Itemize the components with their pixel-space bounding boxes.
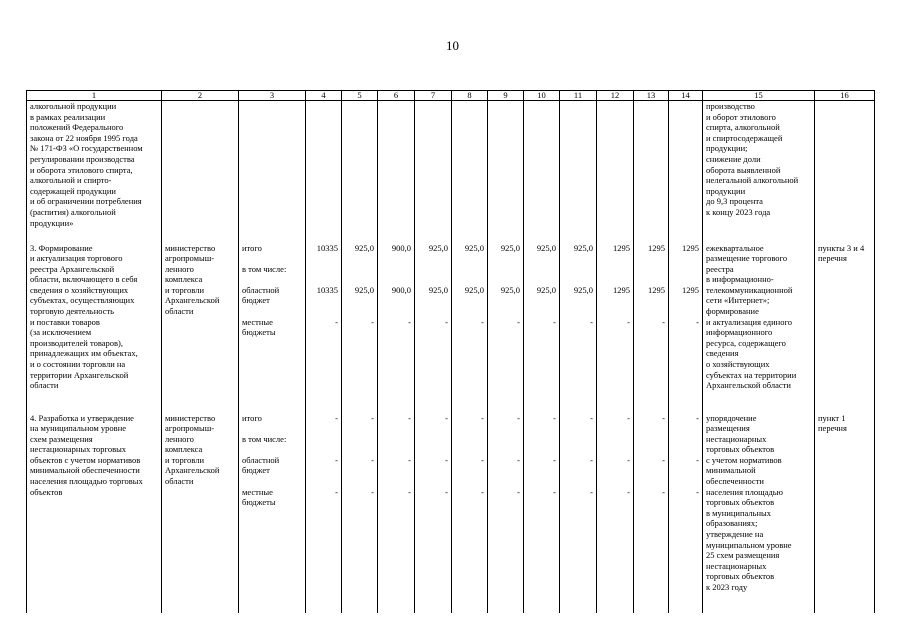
reference-cell: пункт 1 перечня [815,413,875,613]
funding-source-cell [239,101,306,243]
funding-source-cell: итого в том числе: областной бюджет местные бюджеты [239,243,306,413]
program-table [26,90,875,613]
column-number: 11 [560,91,597,101]
column-number: 3 [239,91,306,101]
value-cell [306,101,342,243]
column-number: 8 [452,91,488,101]
column-number: 15 [703,91,815,101]
value-cell: 1295 1295 - [597,243,634,413]
value-cell: 925,0 925,0 - [342,243,378,413]
value-cell: 1295 1295 - [634,243,669,413]
value-cell: 900,0 900,0 - [378,243,415,413]
value-cell: - - - [342,413,378,613]
value-cell [378,101,415,243]
value-cell: - - - [597,413,634,613]
column-number: 13 [634,91,669,101]
value-cell: - - - [524,413,560,613]
column-number: 14 [669,91,703,101]
value-cell: 925,0 925,0 - [452,243,488,413]
executor-cell [162,101,239,243]
value-cell: - - - [634,413,669,613]
result-cell: упорядочение размещения нестационарных торговых объектов с учетом нормативов минимальной обеспеченности населения площадью торговых объектов в муниципальных образованиях; утверждение на муниципальном уровне 25 схем размещения нестационарных торговых объектов к 2023 году [703,413,815,613]
column-number: 12 [597,91,634,101]
result-cell: ежеквартальное размещение торгового реестра в информационно- телекоммуникационной сети «Интернет»; формирование и актуализация единого информационного ресурса, содержащего сведения о хозяйствующих субъектах на территории Архангельской области [703,243,815,413]
value-cell: 925,0 925,0 - [560,243,597,413]
column-number: 16 [815,91,875,101]
value-cell [488,101,524,243]
column-number: 2 [162,91,239,101]
column-number-row [27,91,875,101]
column-number: 6 [378,91,415,101]
value-cell: - - - [378,413,415,613]
column-number: 4 [306,91,342,101]
value-cell: - - - [415,413,452,613]
reference-cell: пункты 3 и 4 перечня [815,243,875,413]
value-cell: 1295 1295 - [669,243,703,413]
value-cell [597,101,634,243]
value-cell [634,101,669,243]
column-number: 10 [524,91,560,101]
page-number: 10 [446,38,459,53]
result-cell: производство и оборот этилового спирта, алкогольной и спиртосодержащей продукции; снижение доли оборота выявленной нелегальной алкогольной продукции до 9,3 процента к концу 2023 года [703,101,815,243]
table-row [27,243,875,413]
value-cell: - - - [488,413,524,613]
table-row [27,101,875,243]
value-cell [524,101,560,243]
activity-cell: 4. Разработка и утверждение на муниципальном уровне схем размещения нестационарных торговых объектов с учетом нормативов минимальной обеспеченности населения площадью торговых объектов [27,413,162,613]
activity-cell: алкогольной продукции в рамках реализации положений Федерального закона от 22 ноября 1995 года № 171-ФЗ «О государственном регулировании производства и оборота этилового спирта, алкогольной и спирто- содержащей продукции и об ограничении потребления (распития) алкогольной продукции» [27,101,162,243]
value-cell [415,101,452,243]
value-cell: 925,0 925,0 - [415,243,452,413]
table-row [27,413,875,613]
column-number: 7 [415,91,452,101]
value-cell [560,101,597,243]
value-cell [452,101,488,243]
value-cell [669,101,703,243]
reference-cell [815,101,875,243]
executor-cell: министерство агропромыш- ленного комплекса и торговли Архангельской области [162,243,239,413]
value-cell: 925,0 925,0 - [488,243,524,413]
value-cell: - - - [306,413,342,613]
column-number: 9 [488,91,524,101]
value-cell: - - - [452,413,488,613]
value-cell: 925,0 925,0 - [524,243,560,413]
value-cell: - - - [560,413,597,613]
value-cell: 10335 10335 - [306,243,342,413]
executor-cell: министерство агропромыш- ленного комплекса и торговли Архангельской области [162,413,239,613]
column-number: 1 [27,91,162,101]
activity-cell: 3. Формирование и актуализация торгового реестра Архангельской области, включающего в себя сведения о хозяйствующих субъектах, осуществляющих торговую деятельность и поставки товаров (за исключением производителей товаров), принадлежащих им объектах, и о состоянии торговли на территории Архангельской области [27,243,162,413]
value-cell: - - - [669,413,703,613]
funding-source-cell: итого в том числе: областной бюджет местные бюджеты [239,413,306,613]
column-number: 5 [342,91,378,101]
value-cell [342,101,378,243]
